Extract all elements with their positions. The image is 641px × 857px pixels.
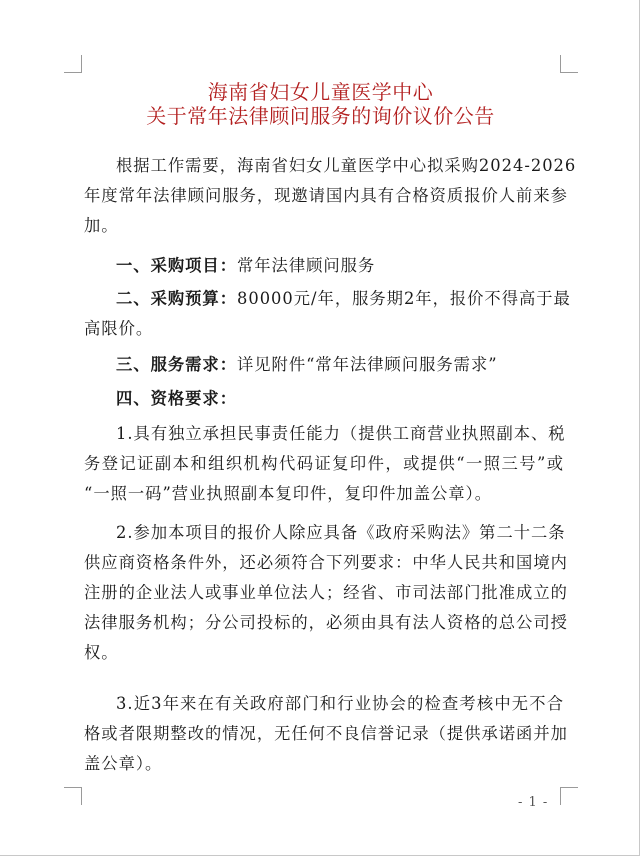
requirement-2 <box>84 518 568 668</box>
document-title-line2: 关于常年法律顾问服务的询价议价公告 <box>146 104 495 128</box>
item-text: 常年法律顾问服务 <box>236 256 376 275</box>
item-heading: 四、资格要求： <box>116 389 237 408</box>
crop-mark-bottom-left <box>64 787 82 805</box>
requirement-line: 权。 <box>84 643 119 662</box>
requirement-line: 盖公章）。 <box>84 754 163 773</box>
page-number: - 1 - <box>518 795 549 810</box>
requirement-line: 法律服务机构；分公司投标的，必须由具有法人资格的总公司授 <box>84 613 568 632</box>
item-service-requirements <box>84 350 564 380</box>
crop-mark-bottom-right <box>560 787 578 805</box>
item-text: 80000元/年，服务期2年，报价不得高于最 <box>236 289 571 308</box>
document-title-line1: 海南省妇女儿童医学中心 <box>207 80 434 104</box>
requirement-line: 注册的企业法人或事业单位法人；经省、市司法部门批准成立的 <box>84 583 568 602</box>
item-qualification-requirements <box>84 384 564 414</box>
item-heading: 一、采购项目： <box>116 256 237 275</box>
intro-line: 加。 <box>84 216 119 235</box>
item-text: 详见附件“常年法律顾问服务需求” <box>236 355 498 374</box>
requirement-1 <box>84 419 564 509</box>
requirement-line: 格或者限期整改的情况，无任何不良信誉记录（提供承诺函并加 <box>84 724 568 743</box>
intro-paragraph <box>84 151 577 241</box>
item-heading: 二、采购预算： <box>116 289 237 308</box>
item-line: 高限价。 <box>84 319 154 338</box>
requirement-line: “一照一码”营业执照副本复印件，复印件加盖公章）。 <box>84 484 492 503</box>
requirement-line: 务登记证副本和组织机构代码证复印件，或提供“一照三号”或 <box>84 454 564 473</box>
intro-line: 根据工作需要，海南省妇女儿童医学中心拟采购2024-2026 <box>116 156 577 175</box>
requirement-line: 2.参加本项目的报价人除应具备《政府采购法》第二十二条 <box>116 523 566 542</box>
crop-mark-top-right <box>560 55 578 73</box>
requirement-line: 3.近3年来在有关政府部门和行业协会的检查考核中无不合 <box>116 694 564 713</box>
intro-line: 年度常年法律顾问服务，现邀请国内具有合格资质报价人前来参 <box>84 186 568 205</box>
item-heading: 三、服务需求： <box>116 355 237 374</box>
item-line <box>84 251 564 281</box>
item-procurement-project <box>84 251 564 281</box>
requirement-line: 供应商资格条件外，还必须符合下列要求：中华人民共和国境内 <box>84 553 568 572</box>
requirement-3 <box>84 689 568 779</box>
item-line <box>84 350 564 380</box>
item-line <box>84 284 571 314</box>
crop-mark-top-left <box>64 55 82 73</box>
requirement-line: 1.具有独立承担民事责任能力（提供工商营业执照副本、税 <box>116 424 566 443</box>
item-procurement-budget <box>84 284 571 344</box>
